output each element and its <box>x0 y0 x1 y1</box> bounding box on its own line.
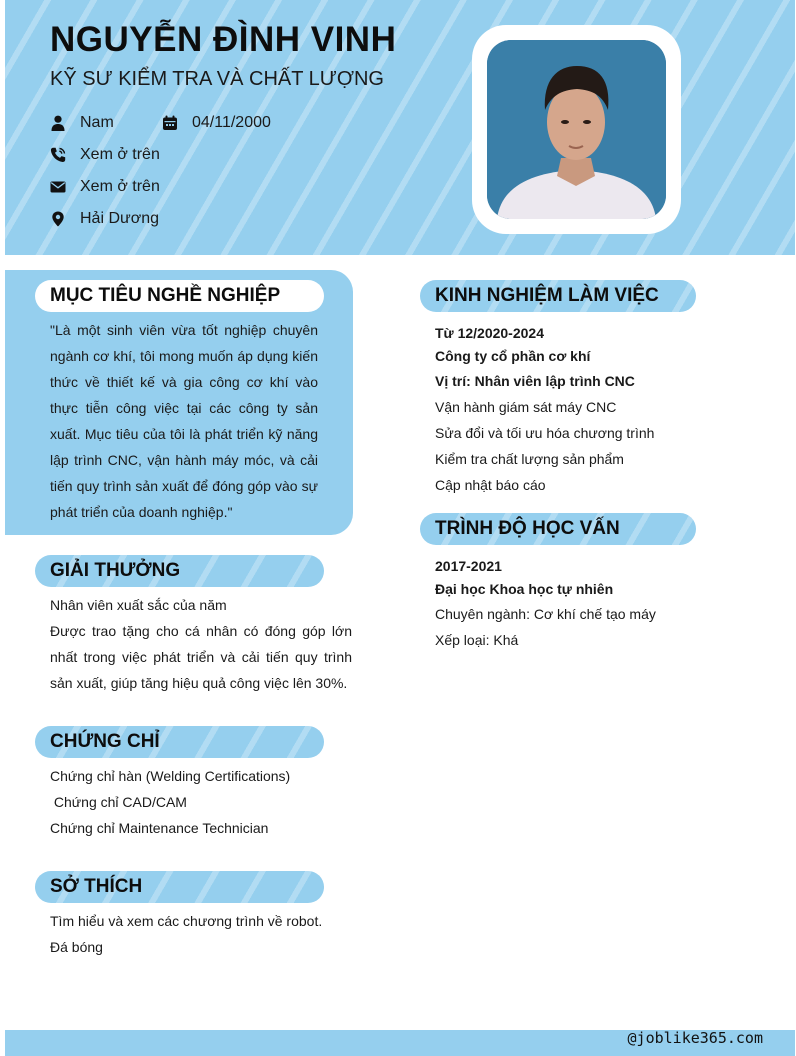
envelope-icon <box>50 179 66 195</box>
profile-photo-frame <box>472 25 681 234</box>
location-row <box>50 210 159 228</box>
phone-row <box>50 146 160 164</box>
footer-bar <box>5 1030 795 1056</box>
header-banner <box>5 0 795 255</box>
education-school: Đại học Khoa học tự nhiên <box>435 581 614 597</box>
gender-value: Nam <box>80 114 114 131</box>
objective-heading: MỤC TIÊU NGHỀ NGHIỆP <box>35 280 324 312</box>
experience-heading: KINH NGHIỆM LÀM VIỆC <box>420 280 696 312</box>
gender-row <box>50 114 114 132</box>
phone-value: Xem ở trên <box>80 146 160 163</box>
experience-duty: Kiểm tra chất lượng sản phẩm <box>435 451 624 467</box>
award-title: Nhân viên xuất sắc của năm <box>50 597 227 613</box>
candidate-name: NGUYỄN ĐÌNH VINH <box>50 20 397 59</box>
experience-duty: Vận hành giám sát máy CNC <box>435 399 617 415</box>
birth-date-row <box>162 114 271 132</box>
phone-icon <box>50 147 66 163</box>
user-icon <box>50 115 66 131</box>
email-value: Xem ở trên <box>80 178 160 195</box>
calendar-icon <box>162 115 178 131</box>
profile-photo <box>487 40 666 219</box>
experience-period: Từ 12/2020-2024 <box>435 325 544 341</box>
location-value: Hải Dương <box>80 210 160 227</box>
experience-position: Vị trí: Nhân viên lập trình CNC <box>435 373 635 389</box>
birth-date-value: 04/11/2000 <box>192 114 271 131</box>
certificate-item: Chứng chỉ hàn (Welding Certifications) <box>50 768 291 784</box>
awards-heading: GIẢI THƯỞNG <box>35 555 324 587</box>
experience-duty: Sửa đổi và tối ưu hóa chương trình <box>435 425 655 441</box>
hobbies-heading: SỞ THÍCH <box>35 871 324 903</box>
objective-text: "Là một sinh viên vừa tốt nghiệp chuyên ngành cơ khí, tôi mong muốn áp dụng kiến thức về thiết kế và gia công cơ khí vào thực tiễn công việc tại các công ty sản xuất. Mục tiêu của tôi là phát triển kỹ năng lập trình CNC, vận hành máy móc, và cải tiến quy trình sản xuất để đóng góp vào sự phát triển của doanh nghiệp." <box>50 322 318 520</box>
certificate-item: Chứng chỉ Maintenance Technician <box>50 820 269 836</box>
experience-duty: Cập nhật báo cáo <box>435 477 546 493</box>
education-grade: Xếp loại: Khá <box>435 632 519 648</box>
job-title: KỸ SƯ KIỂM TRA VÀ CHẤT LƯỢNG <box>50 68 384 90</box>
certificate-item: Chứng chỉ CAD/CAM <box>50 794 187 810</box>
education-heading: TRÌNH ĐỘ HỌC VẤN <box>420 513 696 545</box>
certificates-heading: CHỨNG CHỈ <box>35 726 324 758</box>
hobby-item: Đá bóng <box>50 939 103 955</box>
hobby-item: Tìm hiểu và xem các chương trình về robot. <box>50 913 323 929</box>
education-major: Chuyên ngành: Cơ khí chế tạo máy <box>435 606 656 622</box>
email-row <box>50 178 160 196</box>
footer-watermark: @joblike365.com <box>627 1029 763 1047</box>
award-description: Được trao tặng cho cá nhân có đóng góp lớn nhất trong việc phát triển và cải tiến quy trình sản xuất, giúp tăng hiệu quả công việc lên 30%. <box>50 623 352 691</box>
education-period: 2017-2021 <box>435 558 502 574</box>
experience-company: Công ty cổ phần cơ khí <box>435 348 591 364</box>
map-pin-icon <box>50 211 66 227</box>
